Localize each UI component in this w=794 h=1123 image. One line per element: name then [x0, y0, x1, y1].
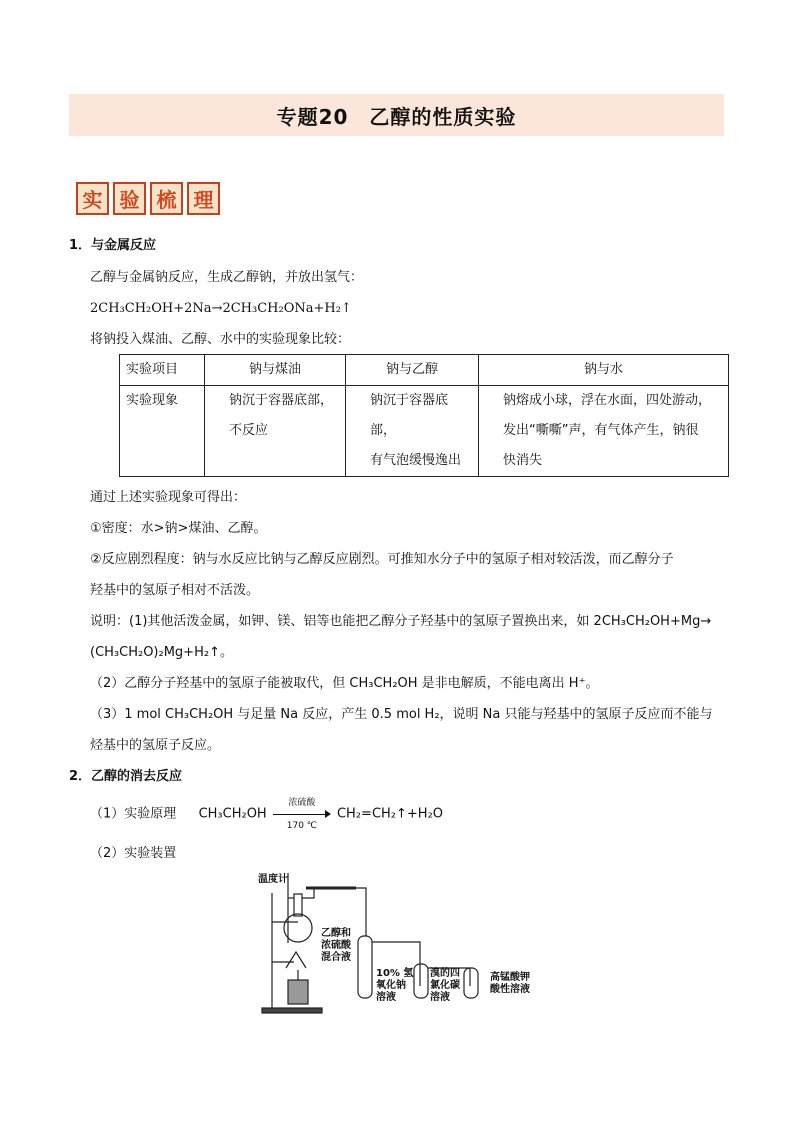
condition-temperature: 170 ℃ — [286, 821, 317, 831]
badge-char: 梳 — [150, 182, 183, 215]
paragraph: ①密度：水>钠>煤油、乙醇。 — [90, 521, 267, 536]
paragraph: 将钠投入煤油、乙醇、水中的实验现象比较： — [90, 332, 351, 347]
table-row — [120, 355, 729, 386]
table-cell: 钠熔成小球，浮在水面，四处游动， 发出“嘶嘶”声，有气体产生，钠很 快消失 — [479, 386, 729, 477]
paragraph: （3）1 mol CH₃CH₂OH 与足量 Na 反应，产生 0.5 mol H₂，说明 Na 只能与羟基中的氢原子反应而不能与 — [90, 707, 713, 722]
paragraph: 羟基中的氢原子相对不活泼。 — [90, 583, 260, 598]
label-tube3: 高锰酸钾 酸性溶液 — [490, 972, 530, 995]
badge-char: 实 — [76, 182, 109, 215]
title-banner — [69, 94, 724, 136]
reaction-arrow — [273, 798, 331, 831]
label-thermometer: 温度计 — [258, 874, 288, 885]
table-cell: 钠沉于容器底部， 有气泡缓慢逸出 — [346, 386, 479, 477]
paragraph: 乙醇与金属钠反应，生成乙醇钠，并放出氢气： — [90, 270, 364, 285]
equation: 2CH₃CH₂OH+2Na→2CH₃CH₂ONa+H₂↑ — [90, 301, 352, 316]
paragraph: 烃基中的氢原子反应。 — [90, 738, 221, 753]
table-row — [120, 386, 729, 477]
section-badge — [76, 182, 220, 215]
paragraph: (CH₃CH₂O)₂Mg+H₂↑。 — [90, 645, 233, 660]
paragraph: （2）实验装置 — [90, 846, 177, 861]
section-heading: 2．乙醇的消去反应 — [69, 769, 183, 784]
label: （1）实验原理 — [90, 806, 177, 822]
section-heading: 1．与金属反应 — [69, 238, 157, 253]
badge-char: 理 — [187, 182, 220, 215]
product: CH₂=CH₂↑+H₂O — [336, 806, 444, 822]
page-title: 专题20 乙醇的性质实验 — [276, 104, 517, 129]
table-header: 钠与水 — [479, 355, 729, 386]
label-tube1: 10% 氢 氧化钠 溶液 — [376, 968, 414, 1003]
comparison-table — [119, 354, 729, 477]
badge-char: 验 — [113, 182, 146, 215]
table-cell: 钠沉于容器底部， 不反应 — [205, 386, 346, 477]
reactant: CH₃CH₂OH — [198, 806, 267, 822]
paragraph: （2）乙醇分子羟基中的氢原子能被取代，但 CH₃CH₂OH 是非电解质，不能电离出 H⁺。 — [90, 676, 599, 691]
paragraph: 通过上述实验现象可得出： — [90, 490, 247, 505]
reaction-line — [90, 798, 444, 831]
table-header: 钠与乙醇 — [346, 355, 479, 386]
table-header: 钠与煤油 — [205, 355, 346, 386]
paragraph: 说明：(1)其他活泼金属，如钾、镁、铝等也能把乙醇分子羟基中的氢原子置换出来，如 2CH₃CH₂OH+Mg→ — [90, 614, 712, 629]
paragraph: ②反应剧烈程度：钠与水反应比钠与乙醇反应剧烈。可推知水分子中的氢原子相对较活泼，而乙醇分子 — [90, 552, 674, 567]
label-flask: 乙醇和 浓硫酸 混合液 — [321, 928, 351, 963]
table-cell: 实验现象 — [120, 386, 205, 477]
condition-catalyst: 浓硫酸 — [288, 798, 316, 808]
table-header: 实验项目 — [120, 355, 205, 386]
label-tube2: 溴的四 氯化碳 溶液 — [430, 968, 460, 1003]
